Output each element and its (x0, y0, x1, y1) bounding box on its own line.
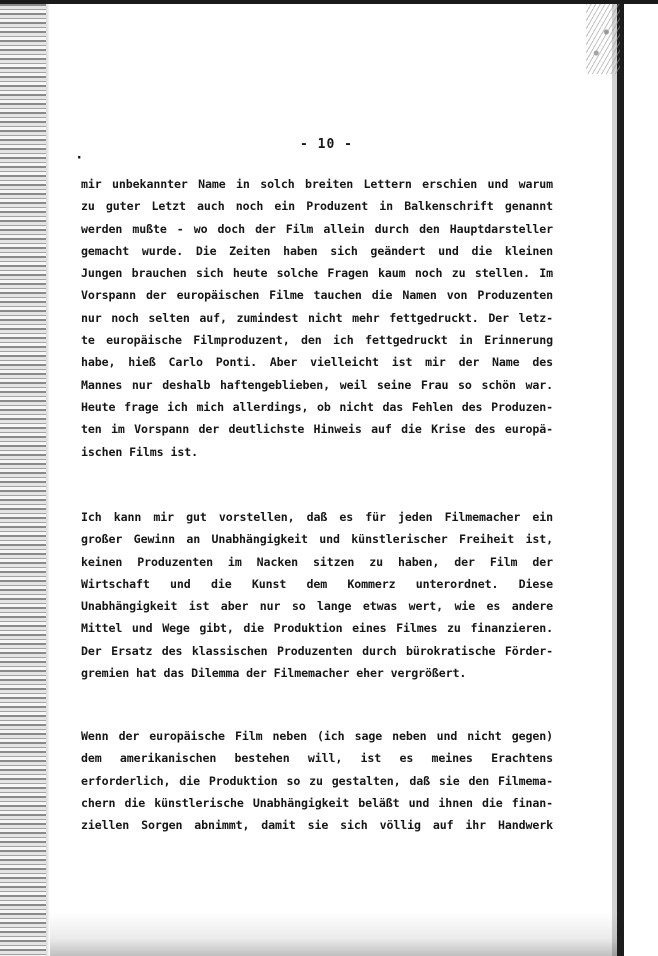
text-line: ten im Vorspann der deutlichste Hinweis auf die Krise des europä- (81, 422, 553, 437)
text-line: Der Ersatz des klassischen Produzenten durch bürokratische Förder- (81, 643, 553, 658)
text-line: Heute frage ich mich allerdings, ob nicht das Fehlen des Produzen- (81, 399, 553, 414)
text-line: chern die künstlerische Unabhängigkeit beläßt und ihnen die finan- (81, 795, 553, 810)
text-line: te europäische Filmproduzent, den ich fettgedruckt in Erinnerung (81, 333, 553, 348)
page-number: - 10 - (300, 137, 353, 152)
text-line: großer Gewinn an Unabhängigkeit und künstlerischer Freiheit ist, (81, 532, 553, 547)
scan-corner-noise (586, 4, 620, 74)
scan-left-edge-gradient (46, 4, 50, 956)
scan-right-margin (624, 4, 658, 956)
text-line: gemacht wurde. Die Zeiten haben sich geändert und die kleinen (81, 243, 553, 258)
scan-left-edge (0, 4, 50, 956)
text-line: Mannes nur deshalb haftengeblieben, weil seine Frau so schön war. (81, 377, 553, 392)
text-line: Vorspann der europäischen Filme tauchen die Namen von Produzenten (81, 288, 553, 303)
scan-top-border (0, 0, 658, 4)
scan-right-border (617, 4, 624, 956)
text-line: Jungen brauchen sich heute solche Fragen kaum noch zu stellen. Im (81, 266, 553, 281)
text-line: Wirtschaft und die Kunst dem Kommerz unterordnet. Diese (81, 576, 553, 591)
text-line: ziellen Sorgen abnimmt, damit sie sich völlig auf ihr Handwerk (81, 818, 553, 833)
text-line: habe, hieß Carlo Ponti. Aber vielleicht ist mir der Name des (81, 355, 553, 370)
text-line: Mittel und Wege gibt, die Produktion eines Filmes zu finanzieren. (81, 621, 553, 636)
margin-dot: · (75, 150, 84, 166)
text-line: nur noch selten auf, zumindest nicht mehr fettgedruckt. Der letz- (81, 310, 553, 325)
paragraph (81, 173, 553, 463)
text-line: werden mußte - wo doch der Film allein durch den Hauptdarsteller (81, 221, 553, 236)
paragraph (81, 725, 553, 836)
text-line: mir unbekannter Name in solch breiten Lettern erschien und warum (81, 177, 553, 191)
text-line: erforderlich, die Produktion so zu gestalten, daß sie den Filmema- (81, 773, 553, 788)
text-line: Ich kann mir gut vorstellen, daß es für jeden Filmemacher ein (81, 510, 553, 524)
scan-bottom-shadow (50, 912, 617, 956)
paragraph (81, 506, 553, 684)
text-line: ischen Films ist. (81, 444, 198, 459)
text-line: zu guter Letzt auch noch ein Produzent in Balkenschrift genannt (81, 199, 553, 214)
text-line: gremien hat das Dilemma der Filmemacher eher vergrößert. (81, 666, 467, 681)
text-line: keinen Produzenten im Nacken sitzen zu haben, der Film der (81, 554, 553, 569)
text-line: Wenn der europäische Film neben (ich sage neben und nicht gegen) (81, 729, 553, 743)
text-line: dem amerikanischen bestehen will, ist es meines Erachtens (81, 751, 553, 766)
text-line: Unabhängigkeit ist aber nur so lange etwas wert, wie es andere (81, 599, 553, 614)
